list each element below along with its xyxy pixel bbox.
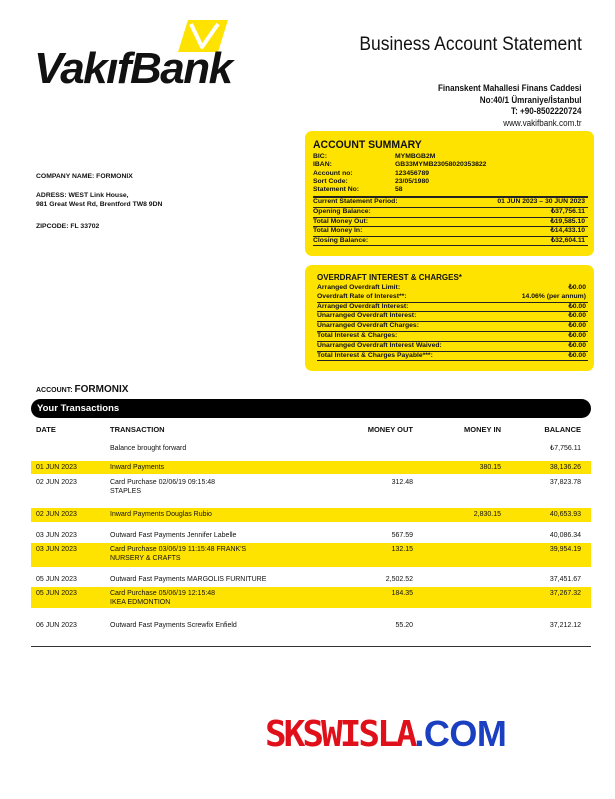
overdraft-row-value: ₺0.00 (568, 322, 586, 330)
cell-date: 05 JUN 2023 (36, 576, 77, 583)
watermark-part: .COM (414, 713, 507, 754)
overdraft-row-value: 14.06% (per annum) (521, 292, 586, 300)
col-money-out: MONEY OUT (367, 425, 413, 434)
summary-row (313, 237, 588, 247)
account-summary-box (305, 131, 594, 256)
summary-detail-row (313, 178, 588, 186)
summary-row-label: Total Money Out: (313, 217, 368, 225)
company-address (36, 192, 162, 209)
cell-transaction: Balance brought forward (110, 445, 187, 452)
logo-text: VakıfBank (34, 44, 232, 93)
cell-money-out: 567.59 (391, 532, 413, 539)
table-row (31, 508, 591, 522)
table-row (31, 619, 591, 633)
address-line: Finanskent Mahallesi Finans Caddesi (438, 83, 582, 93)
transactions-column-headers (31, 425, 591, 437)
cell-transaction: Inward Payments (110, 464, 165, 471)
detail-label: Statement No: (313, 186, 360, 194)
overdraft-row-value: ₺0.00 (568, 351, 586, 359)
vakifbank-logo (34, 18, 264, 96)
summary-row-label: Current Statement Period: (313, 198, 398, 206)
cell-transaction: Inward Payments Douglas Rubio (110, 511, 212, 518)
cell-date: 06 JUN 2023 (36, 622, 77, 629)
cell-transaction: Card Purchase 02/06/19 09:15:48 STAPLES (110, 479, 216, 495)
watermark-part: SKSWISLA (265, 714, 415, 755)
cell-transaction: Outward Fast Payments MARGOLIS FURNITURE (110, 576, 267, 583)
cell-balance: 40,653.93 (549, 511, 581, 518)
table-row (31, 573, 591, 585)
overdraft-title: OVERDRAFT INTEREST & CHARGES* (317, 273, 462, 282)
summary-row-value: ₺19,585.10 (550, 217, 585, 225)
account-name: FORMONIX (74, 384, 129, 395)
overdraft-row-value: ₺0.00 (568, 302, 586, 310)
cell-money-out: 132.15 (391, 546, 413, 553)
overdraft-row-label: Total Interest & Charges Payable***: (317, 351, 433, 359)
summary-row-label: Opening Balance: (313, 208, 371, 216)
col-transaction: TRANSACTION (110, 425, 165, 434)
overdraft-row (317, 303, 588, 313)
bank-address (438, 83, 582, 129)
detail-label: BIC: (313, 153, 327, 160)
summary-row (313, 208, 588, 218)
overdraft-row-label: Total Interest & Charges: (317, 331, 398, 339)
cell-date: 01 JUN 2023 (36, 464, 77, 471)
cell-transaction: Card Purchase 05/06/19 12:15:48 IKEA EDMONTION (110, 590, 216, 606)
address-line: No:40/1 Ümraniye/İstanbul (480, 94, 582, 105)
company-address-line: 981 Great West Rd, Brentford TW8 9DN (36, 200, 163, 208)
page-title: Business Account Statement (359, 34, 582, 55)
cell-money-in: 2,830.15 (473, 511, 501, 518)
summary-row (313, 227, 588, 237)
summary-title: ACCOUNT SUMMARY (313, 139, 422, 151)
col-balance: BALANCE (544, 425, 581, 434)
overdraft-row (317, 322, 588, 332)
cell-money-out: 2,502.52 (385, 576, 413, 583)
detail-label: IBAN: (313, 161, 332, 169)
overdraft-row-label: Overdraft Rate of Interest**: (317, 292, 407, 300)
overdraft-row (317, 342, 588, 352)
col-date: DATE (36, 425, 56, 434)
table-row (31, 476, 591, 500)
summary-row (313, 197, 588, 208)
overdraft-row-value: ₺0.00 (568, 312, 586, 320)
cell-balance: ₺7,756.11 (549, 445, 581, 452)
divider (31, 646, 591, 647)
summary-detail-row (313, 170, 588, 178)
detail-label: Sort Code: (313, 177, 348, 185)
summary-row-value: 01 JUN 2023 – 30 JUN 2023 (497, 198, 585, 206)
detail-value: 23/05/1980 (395, 177, 430, 185)
summary-row-label: Total Money In: (313, 227, 363, 235)
table-row (31, 543, 591, 567)
cell-transaction: Outward Fast Payments Jennifer Labelle (110, 532, 237, 539)
table-row (31, 442, 591, 456)
cell-transaction: Outward Fast Payments Screwfix Enfield (110, 622, 237, 629)
cell-balance: 40,086.34 (549, 532, 581, 539)
col-money-in: MONEY IN (464, 425, 501, 434)
cell-date: 02 JUN 2023 (36, 511, 77, 518)
address-line: T: +90-8502220724 (511, 106, 582, 116)
company-name: COMPANY NAME: FORMONIX (36, 173, 133, 180)
detail-value: 58 (395, 186, 403, 194)
summary-detail-row (313, 153, 588, 161)
cell-transaction: Card Purchase 03/06/19 11:15:48 FRANK'S NURSERY & CRAFTS (110, 546, 247, 562)
summary-row-value: ₺37,756.11 (550, 208, 585, 216)
overdraft-row-value: ₺0.00 (568, 341, 586, 349)
summary-row-value: ₺14,433.10 (550, 227, 585, 235)
company-address-line: ADRESS: WEST Link House, (36, 192, 129, 199)
overdraft-row-label: Arranged Overdraft Interest: (317, 302, 409, 310)
overdraft-row-label: Arranged Overdraft Limit: (317, 284, 401, 291)
table-row (31, 587, 591, 608)
detail-value: MYMBGB2M (395, 153, 436, 160)
account-label (36, 384, 128, 395)
summary-detail-row (313, 161, 588, 169)
overdraft-row-value: ₺0.00 (568, 331, 586, 339)
overdraft-row-label: Unarranged Overdraft Interest Waived: (317, 341, 442, 349)
bank-website-link[interactable]: www.vakifbank.com.tr (503, 117, 582, 128)
table-row (31, 461, 591, 474)
summary-row-label: Closing Balance: (313, 236, 369, 244)
cell-money-out: 55.20 (395, 622, 413, 629)
cell-money-in: 380.15 (479, 464, 501, 471)
cell-money-out: 184.35 (391, 590, 413, 597)
detail-label: Account no: (313, 169, 353, 177)
cell-date: 03 JUN 2023 (36, 532, 77, 539)
overdraft-box (305, 265, 594, 371)
cell-balance: 39,954.19 (549, 546, 581, 553)
cell-balance: 37,267.32 (549, 590, 581, 597)
summary-detail-row (313, 186, 588, 194)
cell-date: 03 JUN 2023 (36, 546, 77, 553)
overdraft-row (317, 332, 588, 342)
transactions-header-bar: Your Transactions (31, 399, 591, 418)
overdraft-row (317, 312, 588, 322)
company-zipcode: ZIPCODE: FL 33702 (36, 223, 100, 230)
overdraft-row (317, 284, 588, 293)
summary-row-value: ₺32,604.11 (550, 236, 585, 244)
overdraft-row (317, 293, 588, 303)
cell-date: 02 JUN 2023 (36, 479, 77, 486)
cell-date: 05 JUN 2023 (36, 590, 77, 597)
watermark (265, 713, 506, 755)
cell-balance: 37,451.67 (549, 576, 581, 583)
cell-balance: 37,212.12 (549, 622, 581, 629)
overdraft-row-label: Unarranged Overdraft Charges: (317, 322, 419, 330)
overdraft-row-label: Unarranged Overdraft Interest: (317, 312, 417, 320)
account-label-text: ACCOUNT: (36, 387, 73, 394)
cell-balance: 38,136.26 (549, 464, 581, 471)
overdraft-row-value: ₺0.00 (568, 284, 586, 291)
table-row (31, 529, 591, 541)
summary-row (313, 218, 588, 228)
detail-value: 123456789 (395, 169, 430, 177)
cell-balance: 37,823.78 (549, 479, 581, 486)
overdraft-row (317, 352, 588, 362)
cell-money-out: 312.48 (391, 479, 413, 486)
detail-value: GB33MYMB23058020353822 (395, 161, 487, 169)
